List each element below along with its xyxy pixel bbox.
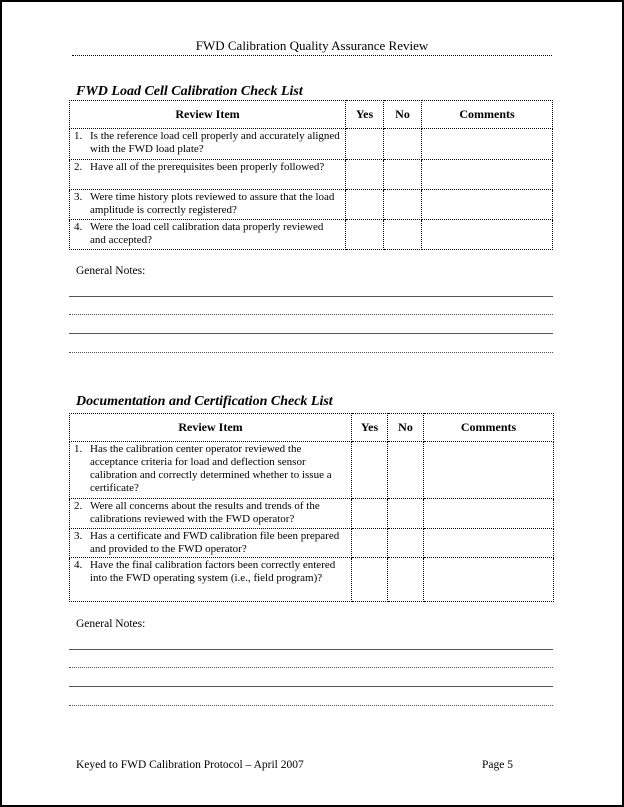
item-text: Have the final calibration factors been correctly entered into the FWD operating system (i.e., field program)?: [90, 559, 336, 584]
no-cell[interactable]: [384, 220, 422, 250]
yes-cell[interactable]: [346, 220, 384, 250]
section-title-documentation: Documentation and Certification Check List: [76, 394, 333, 409]
table-row: [70, 220, 553, 250]
column-header-comments: Comments: [424, 414, 554, 442]
comments-cell[interactable]: [424, 529, 554, 558]
yes-cell[interactable]: [352, 442, 388, 499]
notes-line[interactable]: [69, 314, 553, 315]
item-number: 4.: [74, 559, 83, 571]
column-header-yes: Yes: [352, 414, 388, 442]
notes-line[interactable]: [69, 649, 553, 650]
section-title-load-cell: FWD Load Cell Calibration Check List: [76, 84, 303, 99]
yes-cell[interactable]: [352, 558, 388, 602]
yes-cell[interactable]: [346, 160, 384, 190]
page-number: Page 5: [482, 759, 513, 771]
table-row: [70, 558, 554, 602]
review-item-cell: [70, 129, 346, 160]
column-header-yes: Yes: [346, 101, 384, 129]
footer-left-text: Keyed to FWD Calibration Protocol – April 2007: [76, 759, 304, 771]
yes-cell[interactable]: [352, 499, 388, 529]
comments-cell[interactable]: [422, 129, 553, 160]
table-header-row: [70, 414, 554, 442]
yes-cell[interactable]: [346, 190, 384, 220]
comments-cell[interactable]: [422, 160, 553, 190]
column-header-comments: Comments: [422, 101, 553, 129]
item-text: Has a certificate and FWD calibration file been prepared and provided to the FWD operator?: [90, 530, 340, 555]
comments-cell[interactable]: [424, 558, 554, 602]
comments-cell[interactable]: [422, 190, 553, 220]
item-number: 1.: [74, 443, 83, 455]
comments-cell[interactable]: [422, 220, 553, 250]
item-number: 2.: [74, 161, 83, 173]
column-header-no: No: [384, 101, 422, 129]
review-item-cell: [70, 529, 352, 558]
comments-cell[interactable]: [424, 499, 554, 529]
notes-line[interactable]: [69, 667, 553, 668]
review-item-cell: [70, 160, 346, 190]
no-cell[interactable]: [384, 190, 422, 220]
item-number: 4.: [74, 221, 83, 233]
table-header-row: [70, 101, 553, 129]
item-text: Were all concerns about the results and trends of the calibrations reviewed with the FWD operator?: [90, 500, 320, 525]
table-row: [70, 499, 554, 529]
comments-cell[interactable]: [424, 442, 554, 499]
item-number: 1.: [74, 130, 83, 142]
review-item-cell: [70, 442, 352, 499]
column-header-no: No: [388, 414, 424, 442]
yes-cell[interactable]: [352, 529, 388, 558]
yes-cell[interactable]: [346, 129, 384, 160]
table-row: [70, 160, 553, 190]
item-text: Is the reference load cell properly and accurately aligned with the FWD load plate?: [90, 130, 340, 155]
notes-line[interactable]: [69, 333, 553, 334]
page-header: FWD Calibration Quality Assurance Review: [195, 38, 429, 53]
table-row: [70, 529, 554, 558]
column-header-review-item: Review Item: [70, 414, 352, 442]
no-cell[interactable]: [388, 529, 424, 558]
item-text: Have all of the prerequisites been properly followed?: [90, 161, 325, 173]
item-text: Were time history plots reviewed to assure that the load amplitude is correctly registered?: [90, 191, 335, 216]
table-row: [70, 442, 554, 499]
no-cell[interactable]: [384, 160, 422, 190]
item-number: 3.: [74, 530, 83, 542]
item-number: 2.: [74, 500, 83, 512]
no-cell[interactable]: [388, 499, 424, 529]
column-header-review-item: Review Item: [70, 101, 346, 129]
review-item-cell: [70, 190, 346, 220]
item-number: 3.: [74, 191, 83, 203]
review-item-cell: [70, 220, 346, 250]
notes-line[interactable]: [69, 686, 553, 687]
review-item-cell: [70, 499, 352, 529]
general-notes-label: General Notes:: [76, 265, 146, 277]
notes-line[interactable]: [69, 296, 553, 297]
load-cell-checklist-table: [69, 100, 553, 250]
item-text: Were the load cell calibration data properly reviewed and accepted?: [90, 221, 324, 246]
table-row: [70, 129, 553, 160]
no-cell[interactable]: [384, 129, 422, 160]
table-row: [70, 190, 553, 220]
item-text: Has the calibration center operator reviewed the acceptance criteria for load and deflection sensor calibration and correctly determined whether to issue a certificate?: [90, 443, 332, 494]
notes-line[interactable]: [69, 352, 553, 353]
header-divider: [72, 55, 552, 56]
review-item-cell: [70, 558, 352, 602]
documentation-checklist-table: [69, 413, 554, 602]
no-cell[interactable]: [388, 558, 424, 602]
no-cell[interactable]: [388, 442, 424, 499]
notes-line[interactable]: [69, 705, 553, 706]
general-notes-label: General Notes:: [76, 618, 146, 630]
